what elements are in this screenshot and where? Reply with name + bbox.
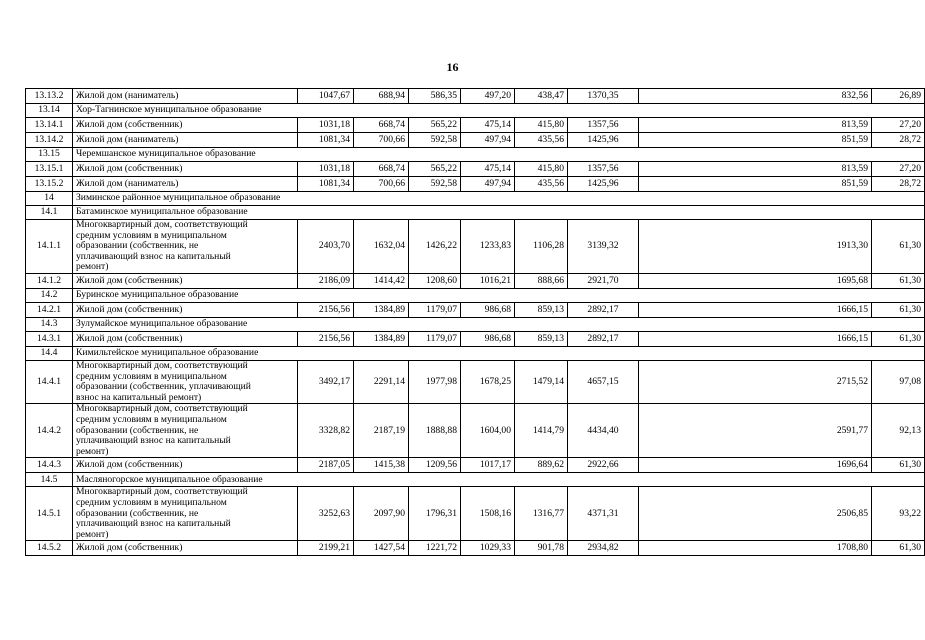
row-code: 13.15.2 [26, 177, 73, 192]
housing-type-line: средним условиям в муниципальном [76, 229, 227, 241]
value-cell: 1357,56 [568, 162, 639, 177]
value-cell: 93,22 [872, 487, 925, 541]
housing-type [73, 220, 298, 274]
value-cell: 2187,19 [354, 404, 409, 458]
housing-type: Жилой дом (собственник) [73, 331, 298, 346]
value-cell: 3492,17 [298, 360, 354, 403]
value-cell: 700,66 [354, 177, 409, 192]
housing-type: Жилой дом (наниматель) [73, 89, 298, 104]
value-cell: 1427,54 [354, 541, 409, 556]
section-row [26, 317, 925, 331]
value-cell: 888,66 [515, 273, 568, 288]
value-cell: 688,94 [354, 89, 409, 104]
value-cell: 1708,80 [639, 541, 872, 556]
row-code: 13.14.1 [26, 118, 73, 133]
section-row [26, 473, 925, 487]
value-cell: 851,59 [639, 133, 872, 148]
section-title: Масляногорское муниципальное образование [73, 473, 925, 487]
value-cell: 1678,25 [461, 360, 515, 403]
value-cell: 1357,56 [568, 118, 639, 133]
housing-type: Жилой дом (собственник) [73, 118, 298, 133]
value-cell: 1888,88 [409, 404, 461, 458]
table-row [26, 404, 925, 458]
section-title: Зиминское районное муниципальное образование [73, 192, 925, 206]
value-cell: 28,72 [872, 133, 925, 148]
value-cell: 2199,21 [298, 541, 354, 556]
housing-type-line: ремонт) [76, 528, 109, 540]
value-cell: 435,56 [515, 133, 568, 148]
value-cell: 2934,82 [568, 541, 639, 556]
section-title: Батаминское муниципальное образование [73, 206, 925, 220]
table-row [26, 177, 925, 192]
row-code: 14.2.1 [26, 302, 73, 317]
value-cell: 1233,83 [461, 220, 515, 274]
value-cell: 668,74 [354, 162, 409, 177]
value-cell: 2715,52 [639, 360, 872, 403]
value-cell: 1047,67 [298, 89, 354, 104]
value-cell: 61,30 [872, 331, 925, 346]
section-row [26, 104, 925, 118]
value-cell: 1977,98 [409, 360, 461, 403]
value-cell: 2097,90 [354, 487, 409, 541]
housing-type-line: ремонт) [76, 261, 109, 273]
section-row [26, 346, 925, 360]
value-cell: 851,59 [639, 177, 872, 192]
value-cell: 1696,64 [639, 458, 872, 473]
section-code: 13.14 [26, 104, 73, 118]
value-cell: 61,30 [872, 458, 925, 473]
table-row [26, 302, 925, 317]
table-row [26, 331, 925, 346]
row-code: 14.1.1 [26, 220, 73, 274]
value-cell: 61,30 [872, 541, 925, 556]
value-cell: 592,58 [409, 133, 461, 148]
table-row [26, 118, 925, 133]
housing-type: Жилой дом (собственник) [73, 541, 298, 556]
value-cell: 901,78 [515, 541, 568, 556]
value-cell: 1031,18 [298, 118, 354, 133]
table-row [26, 487, 925, 541]
section-code: 14 [26, 192, 73, 206]
value-cell: 1209,56 [409, 458, 461, 473]
value-cell: 3328,82 [298, 404, 354, 458]
table-row [26, 89, 925, 104]
value-cell: 1415,38 [354, 458, 409, 473]
value-cell: 26,89 [872, 89, 925, 104]
housing-type-line: Многоквартирный дом, соответствующий [76, 219, 248, 230]
value-cell: 4657,15 [568, 360, 639, 403]
value-cell: 438,47 [515, 89, 568, 104]
value-cell: 1632,04 [354, 220, 409, 274]
value-cell: 92,13 [872, 404, 925, 458]
housing-type: Жилой дом (собственник) [73, 162, 298, 177]
row-code: 14.3.1 [26, 331, 73, 346]
housing-type-line: средним условиям в муниципальном [76, 496, 227, 508]
value-cell: 986,68 [461, 302, 515, 317]
housing-type-line: Многоквартирный дом, соответствующий [76, 486, 248, 498]
value-cell: 28,72 [872, 177, 925, 192]
value-cell: 1666,15 [639, 331, 872, 346]
value-cell: 565,22 [409, 162, 461, 177]
housing-type-line: ремонт) [76, 445, 109, 457]
housing-type: Жилой дом (наниматель) [73, 133, 298, 148]
housing-type [73, 404, 298, 458]
housing-type-line: взнос на капитальный ремонт) [76, 391, 202, 403]
row-code: 14.5.2 [26, 541, 73, 556]
value-cell: 2591,77 [639, 404, 872, 458]
housing-type-line: образовании (собственник, не [76, 507, 199, 519]
value-cell: 415,80 [515, 162, 568, 177]
housing-type-line: образовании (собственник, не [76, 424, 199, 436]
section-code: 14.1 [26, 206, 73, 220]
value-cell: 61,30 [872, 220, 925, 274]
value-cell: 700,66 [354, 133, 409, 148]
value-cell: 586,35 [409, 89, 461, 104]
value-cell: 4434,40 [568, 404, 639, 458]
housing-type-line: уплачивающий взнос на капитальный [76, 518, 231, 530]
value-cell: 813,59 [639, 162, 872, 177]
section-title: Хор-Тагнинское муниципальное образование [73, 104, 925, 118]
value-cell: 2921,70 [568, 273, 639, 288]
row-code: 13.13.2 [26, 89, 73, 104]
value-cell: 832,56 [639, 89, 872, 104]
value-cell: 813,59 [639, 118, 872, 133]
housing-type-line: средним условиям в муниципальном [76, 413, 227, 425]
row-code: 14.4.1 [26, 360, 73, 403]
page-number: 16 [446, 60, 459, 74]
section-code: 14.2 [26, 288, 73, 302]
value-cell: 2156,56 [298, 302, 354, 317]
housing-type-line: уплачивающий взнос на капитальный [76, 250, 231, 262]
section-code: 13.15 [26, 148, 73, 162]
value-cell: 1414,79 [515, 404, 568, 458]
value-cell: 61,30 [872, 273, 925, 288]
value-cell: 1913,30 [639, 220, 872, 274]
housing-type [73, 360, 298, 403]
value-cell: 1179,07 [409, 302, 461, 317]
value-cell: 1479,14 [515, 360, 568, 403]
housing-type: Жилой дом (собственник) [73, 302, 298, 317]
housing-type-line: средним условиям в муниципальном [76, 370, 227, 382]
value-cell: 61,30 [872, 302, 925, 317]
value-cell: 415,80 [515, 118, 568, 133]
value-cell: 1370,35 [568, 89, 639, 104]
value-cell: 475,14 [461, 118, 515, 133]
value-cell: 2892,17 [568, 331, 639, 346]
housing-type: Жилой дом (наниматель) [73, 177, 298, 192]
section-code: 14.5 [26, 473, 73, 487]
section-title: Зулумайское муниципальное образование [73, 317, 925, 331]
value-cell: 2187,05 [298, 458, 354, 473]
value-cell: 27,20 [872, 118, 925, 133]
housing-type: Жилой дом (собственник) [73, 273, 298, 288]
value-cell: 1316,77 [515, 487, 568, 541]
value-cell: 1029,33 [461, 541, 515, 556]
row-code: 13.15.1 [26, 162, 73, 177]
value-cell: 1208,60 [409, 273, 461, 288]
value-cell: 1016,21 [461, 273, 515, 288]
value-cell: 497,94 [461, 177, 515, 192]
table-row [26, 220, 925, 274]
value-cell: 4371,31 [568, 487, 639, 541]
value-cell: 1081,34 [298, 177, 354, 192]
value-cell: 3139,32 [568, 220, 639, 274]
section-code: 14.4 [26, 346, 73, 360]
value-cell: 859,13 [515, 331, 568, 346]
value-cell: 2892,17 [568, 302, 639, 317]
value-cell: 1425,96 [568, 177, 639, 192]
section-title: Черемшанское муниципальное образование [73, 148, 925, 162]
housing-type-line: Многоквартирный дом, соответствующий [76, 359, 248, 371]
section-title: Кимильтейское муниципальное образование [73, 346, 925, 360]
value-cell: 497,20 [461, 89, 515, 104]
section-row [26, 206, 925, 220]
row-code: 14.5.1 [26, 487, 73, 541]
row-code: 13.14.2 [26, 133, 73, 148]
tariff-table [25, 88, 925, 556]
table-row [26, 162, 925, 177]
housing-type [73, 487, 298, 541]
value-cell: 2922,66 [568, 458, 639, 473]
value-cell: 1666,15 [639, 302, 872, 317]
housing-type: Жилой дом (собственник) [73, 458, 298, 473]
housing-type-line: образовании (собственник, не [76, 240, 199, 252]
housing-type-line: уплачивающий взнос на капитальный [76, 435, 231, 447]
value-cell: 1179,07 [409, 331, 461, 346]
value-cell: 1221,72 [409, 541, 461, 556]
section-code: 14.3 [26, 317, 73, 331]
value-cell: 1414,42 [354, 273, 409, 288]
section-title: Буринское муниципальное образование [73, 288, 925, 302]
value-cell: 668,74 [354, 118, 409, 133]
value-cell: 97,08 [872, 360, 925, 403]
value-cell: 2156,56 [298, 331, 354, 346]
table-row [26, 541, 925, 556]
value-cell: 1604,00 [461, 404, 515, 458]
value-cell: 435,56 [515, 177, 568, 192]
value-cell: 986,68 [461, 331, 515, 346]
value-cell: 1384,89 [354, 331, 409, 346]
section-row [26, 148, 925, 162]
section-row [26, 192, 925, 206]
housing-type-line: образовании (собственник, уплачивающий [76, 381, 251, 393]
value-cell: 1384,89 [354, 302, 409, 317]
table-row [26, 360, 925, 403]
value-cell: 859,13 [515, 302, 568, 317]
table-row [26, 133, 925, 148]
value-cell: 565,22 [409, 118, 461, 133]
value-cell: 475,14 [461, 162, 515, 177]
row-code: 14.4.2 [26, 404, 73, 458]
section-row [26, 288, 925, 302]
value-cell: 27,20 [872, 162, 925, 177]
value-cell: 1426,22 [409, 220, 461, 274]
table-row [26, 273, 925, 288]
value-cell: 1106,28 [515, 220, 568, 274]
row-code: 14.1.2 [26, 273, 73, 288]
value-cell: 1508,16 [461, 487, 515, 541]
table-row [26, 458, 925, 473]
value-cell: 1031,18 [298, 162, 354, 177]
value-cell: 1425,96 [568, 133, 639, 148]
value-cell: 2291,14 [354, 360, 409, 403]
value-cell: 889,62 [515, 458, 568, 473]
value-cell: 1017,17 [461, 458, 515, 473]
row-code: 14.4.3 [26, 458, 73, 473]
value-cell: 1695,68 [639, 273, 872, 288]
value-cell: 497,94 [461, 133, 515, 148]
value-cell: 1081,34 [298, 133, 354, 148]
value-cell: 2506,85 [639, 487, 872, 541]
value-cell: 3252,63 [298, 487, 354, 541]
value-cell: 592,58 [409, 177, 461, 192]
value-cell: 1796,31 [409, 487, 461, 541]
housing-type-line: Многоквартирный дом, соответствующий [76, 403, 248, 415]
value-cell: 2186,09 [298, 273, 354, 288]
value-cell: 2403,70 [298, 220, 354, 274]
